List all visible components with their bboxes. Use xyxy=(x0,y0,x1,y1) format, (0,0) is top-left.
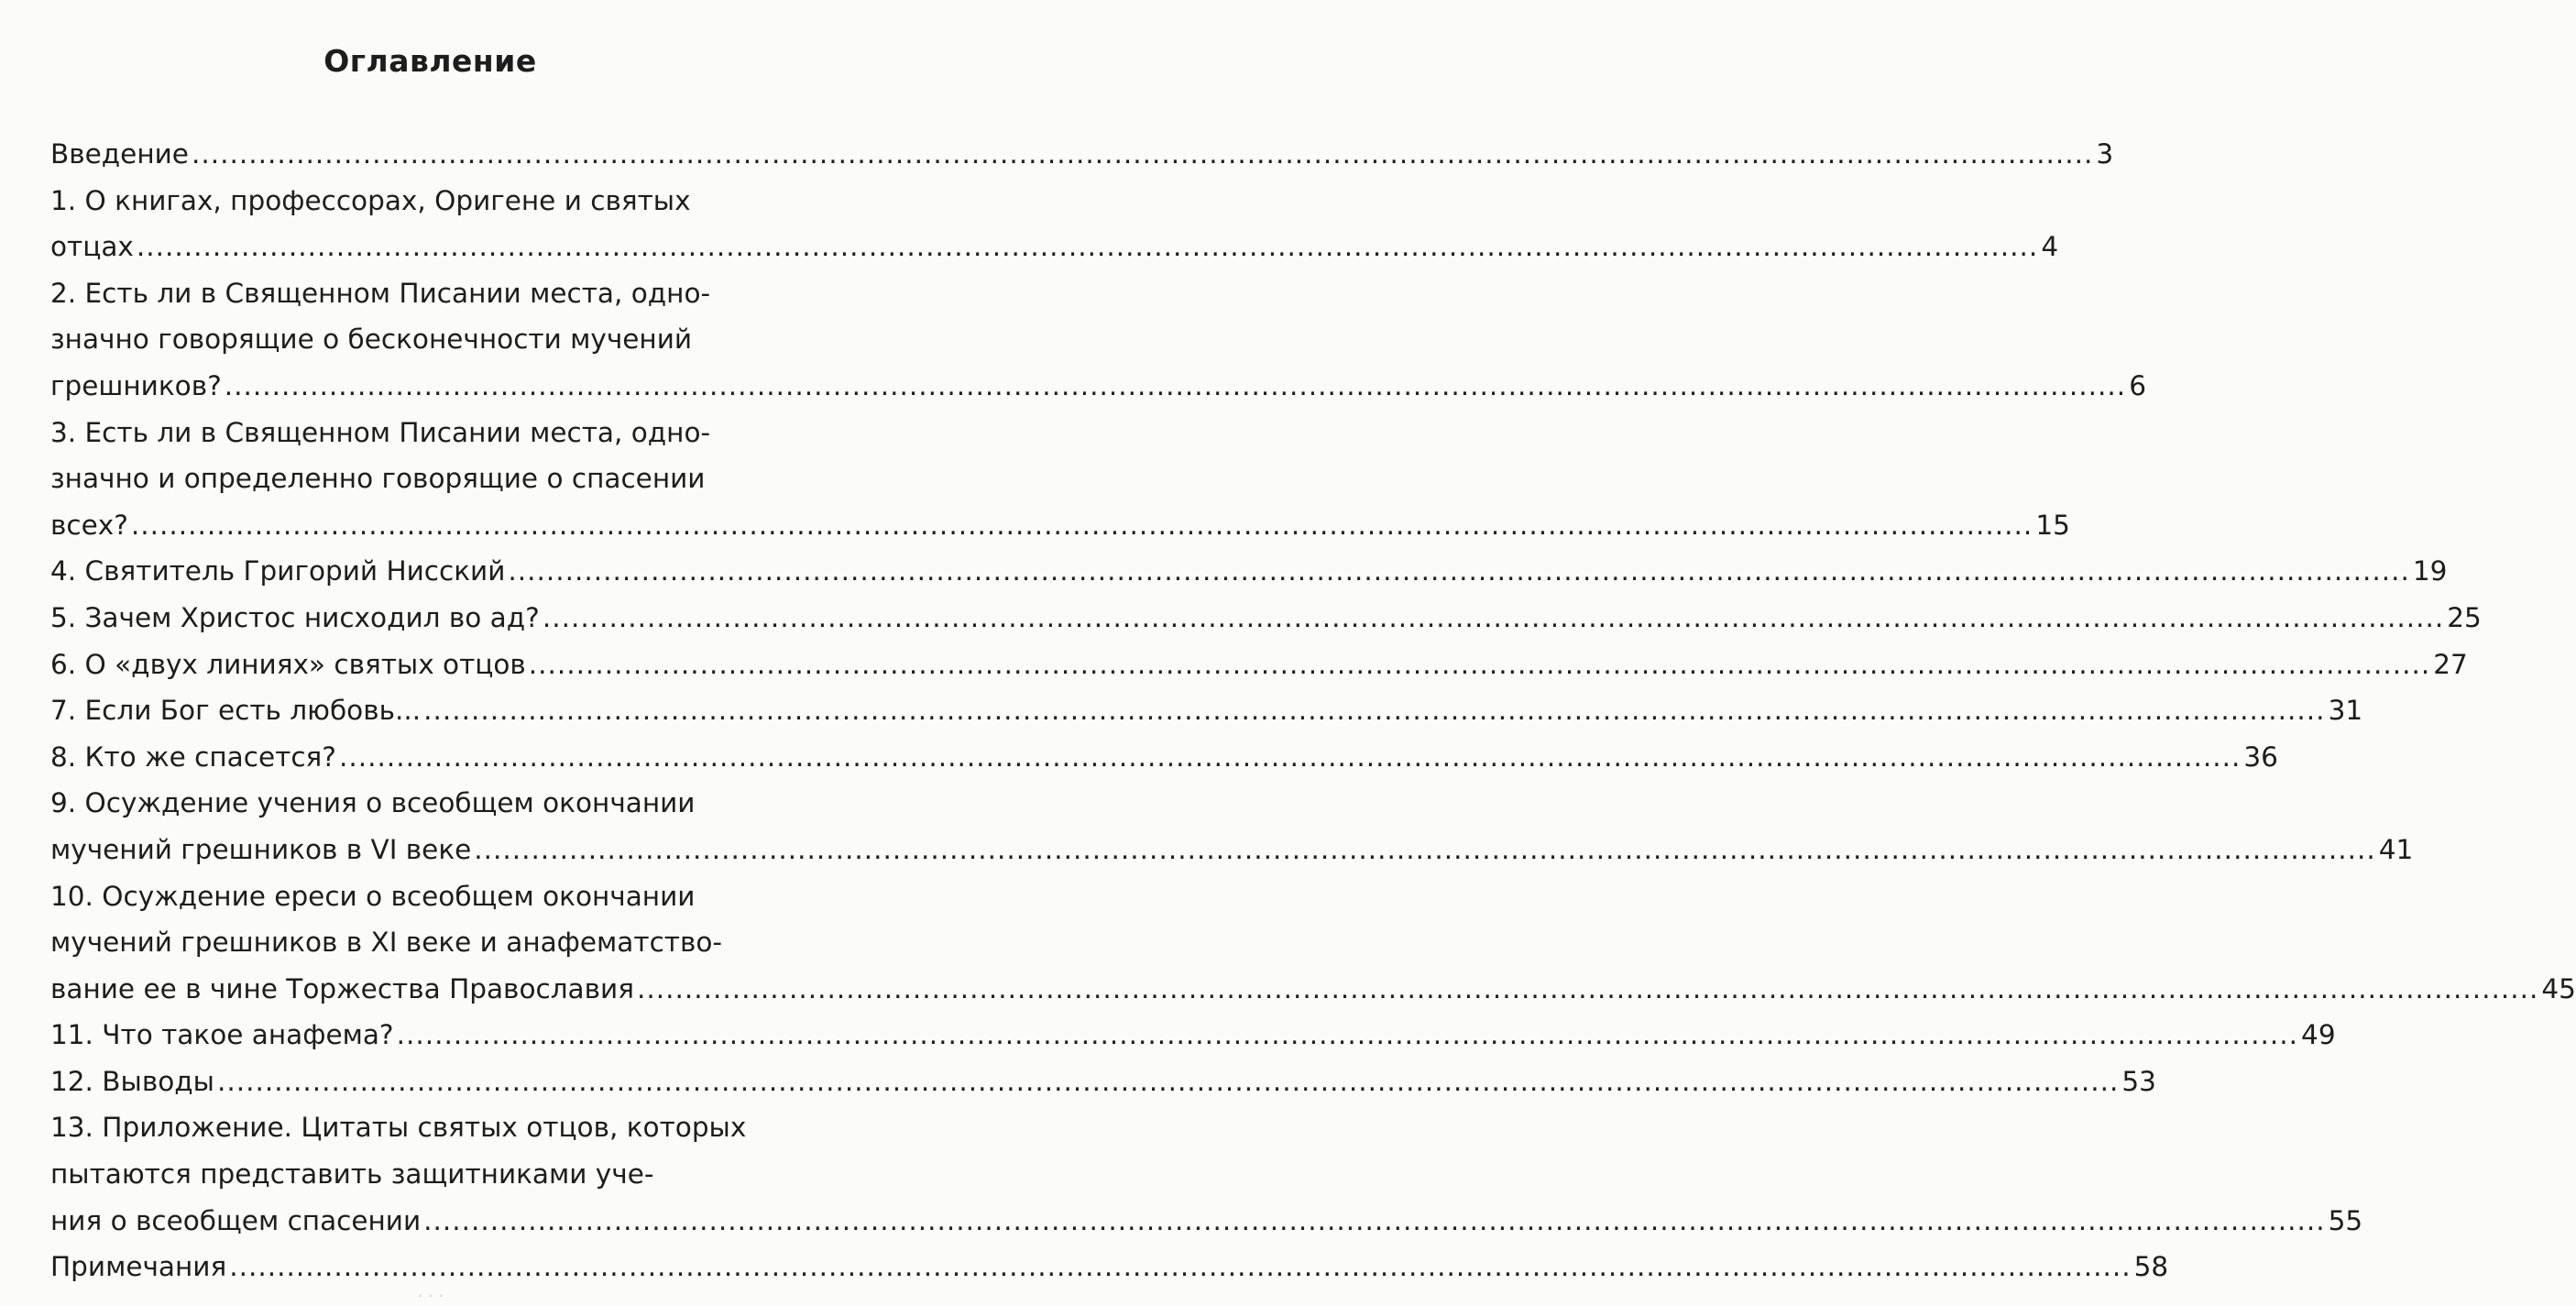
table-of-contents xyxy=(50,131,2576,1290)
toc-page-number: 49 xyxy=(2301,1019,2336,1051)
toc-entry-leader-line xyxy=(50,642,2468,688)
toc-entry-title: мучений грешников в VI веке xyxy=(50,833,472,865)
toc-page-number: 36 xyxy=(2243,741,2278,773)
toc-entry xyxy=(50,595,2482,642)
toc-entry-title: 7. Если Бог есть любовь... xyxy=(50,695,422,727)
toc-entry-title: 5. Зачем Христос нисходил во ад? xyxy=(50,601,540,633)
toc-page-number: 53 xyxy=(2121,1065,2156,1097)
toc-entry-title: Примечания xyxy=(50,1251,227,1283)
toc-page-number: 55 xyxy=(2328,1204,2363,1236)
toc-entry-line: 2. Есть ли в Священном Писании места, одно- xyxy=(50,277,711,309)
toc-entry-leader-line xyxy=(50,687,2363,734)
toc-entry-leader-line xyxy=(50,1059,2156,1105)
dot-leader: ........................................................................................................................................................................................................ xyxy=(423,1204,2326,1236)
toc-entry-line: 3. Есть ли в Священном Писании места, одно- xyxy=(50,416,711,448)
toc-page-number: 25 xyxy=(2447,601,2482,633)
toc-entry xyxy=(50,642,2468,688)
footer-bleed-through: · · · xyxy=(417,1287,444,1306)
toc-entry-line: 10. Осуждение ереси о всеобщем окончании xyxy=(50,880,696,912)
toc-entry xyxy=(50,178,2059,270)
toc-entry-leader-line xyxy=(50,131,2114,178)
toc-entry-title: 4. Святитель Григорий Нисский xyxy=(50,555,506,587)
toc-page-number: 3 xyxy=(2096,138,2114,170)
toc-entry xyxy=(50,734,2278,781)
toc-entry-title: 6. О «двух линиях» святых отцов xyxy=(50,648,526,680)
page-title: Оглавление xyxy=(323,43,537,79)
toc-entry-leader-line xyxy=(50,734,2278,781)
toc-entry-title: отцах xyxy=(50,231,134,263)
toc-entry-leader-line xyxy=(50,548,2448,595)
dot-leader: ........................................................................................................................................................................................................ xyxy=(636,972,2539,1004)
toc-entry xyxy=(50,687,2363,734)
toc-entry xyxy=(50,1244,2169,1290)
toc-entry-title: Введение xyxy=(50,138,189,170)
toc-entry xyxy=(50,270,2146,410)
toc-entry xyxy=(50,780,2414,872)
toc-entry-leader-line xyxy=(50,1244,2169,1290)
toc-entry-leader-line xyxy=(50,224,2059,270)
toc-entry-leader-line xyxy=(50,595,2482,642)
toc-entry-leader-line xyxy=(50,502,2070,549)
dot-leader: ........................................................................................................................................................................................................ xyxy=(224,369,2127,401)
dot-leader: ........................................................................................................................................................................................................ xyxy=(508,555,2410,587)
toc-page-number: 45 xyxy=(2541,972,2576,1004)
toc-entry xyxy=(50,548,2448,595)
dot-leader: ........................................................................................................................................................................................................ xyxy=(136,231,2039,263)
toc-entry xyxy=(50,1059,2156,1105)
toc-entry-title: всех? xyxy=(50,509,128,541)
dot-leader: ........................................................................................................................................................................................................ xyxy=(396,1019,2299,1051)
toc-page-number: 6 xyxy=(2129,369,2146,401)
toc-entry-line: значно и определенно говорящие о спасении xyxy=(50,463,706,495)
toc-entry xyxy=(50,410,2070,549)
toc-entry xyxy=(50,1012,2336,1059)
toc-entry-line: 1. О книгах, профессорах, Оригене и святых xyxy=(50,184,691,216)
toc-entry xyxy=(50,1104,2363,1244)
toc-entry-line: пытаются представить защитниками уче- xyxy=(50,1158,654,1191)
toc-entry-leader-line xyxy=(50,1012,2336,1059)
dot-leader: ........................................................................................................................................................................................................ xyxy=(216,1065,2120,1097)
toc-entry-line: 13. Приложение. Цитаты святых отцов, которых xyxy=(50,1112,747,1144)
toc-page-number: 41 xyxy=(2378,833,2414,865)
toc-entry-leader-line xyxy=(50,966,2576,1013)
toc-entry-title: 11. Что такое анафема? xyxy=(50,1019,394,1051)
dot-leader: ........................................................................................................................................................................................................ xyxy=(130,509,2033,541)
dot-leader: ........................................................................................................................................................................................................ xyxy=(338,741,2242,773)
toc-entry-line: значно говорящие о бесконечности мучений xyxy=(50,324,693,356)
toc-page-number: 31 xyxy=(2328,695,2363,727)
dot-leader: ........................................................................................................................................................................................................ xyxy=(528,648,2431,680)
toc-entry-title: ния о всеобщем спасении xyxy=(50,1204,422,1236)
toc-entry xyxy=(50,131,2114,178)
toc-entry-title: грешников? xyxy=(50,369,222,401)
toc-page-number: 4 xyxy=(2041,231,2059,263)
toc-page-number: 27 xyxy=(2433,648,2468,680)
toc-page-number: 19 xyxy=(2412,555,2448,587)
toc-entry-title: 8. Кто же спасется? xyxy=(50,741,336,773)
toc-entry-line: 9. Осуждение учения о всеобщем окончании xyxy=(50,787,696,819)
dot-leader: ........................................................................................................................................................................................................ xyxy=(191,138,2094,170)
dot-leader: ........................................................................................................................................................................................................ xyxy=(542,601,2445,633)
toc-entry-title: 12. Выводы xyxy=(50,1065,214,1097)
toc-entry xyxy=(50,873,2576,1013)
toc-entry-leader-line xyxy=(50,363,2146,410)
toc-entry-leader-line xyxy=(50,827,2414,873)
toc-entry-leader-line xyxy=(50,1198,2363,1245)
dot-leader: ........................................................................................................................................................................................................ xyxy=(423,695,2326,727)
dot-leader: ........................................................................................................................................................................................................ xyxy=(229,1251,2132,1283)
toc-page-number: 15 xyxy=(2035,509,2070,541)
toc-entry-line: мучений грешников в XI веке и анафематство- xyxy=(50,927,723,959)
toc-page-number: 58 xyxy=(2133,1251,2169,1283)
dot-leader: ........................................................................................................................................................................................................ xyxy=(474,833,2376,865)
toc-entry-title: вание ее в чине Торжества Православия xyxy=(50,972,634,1004)
